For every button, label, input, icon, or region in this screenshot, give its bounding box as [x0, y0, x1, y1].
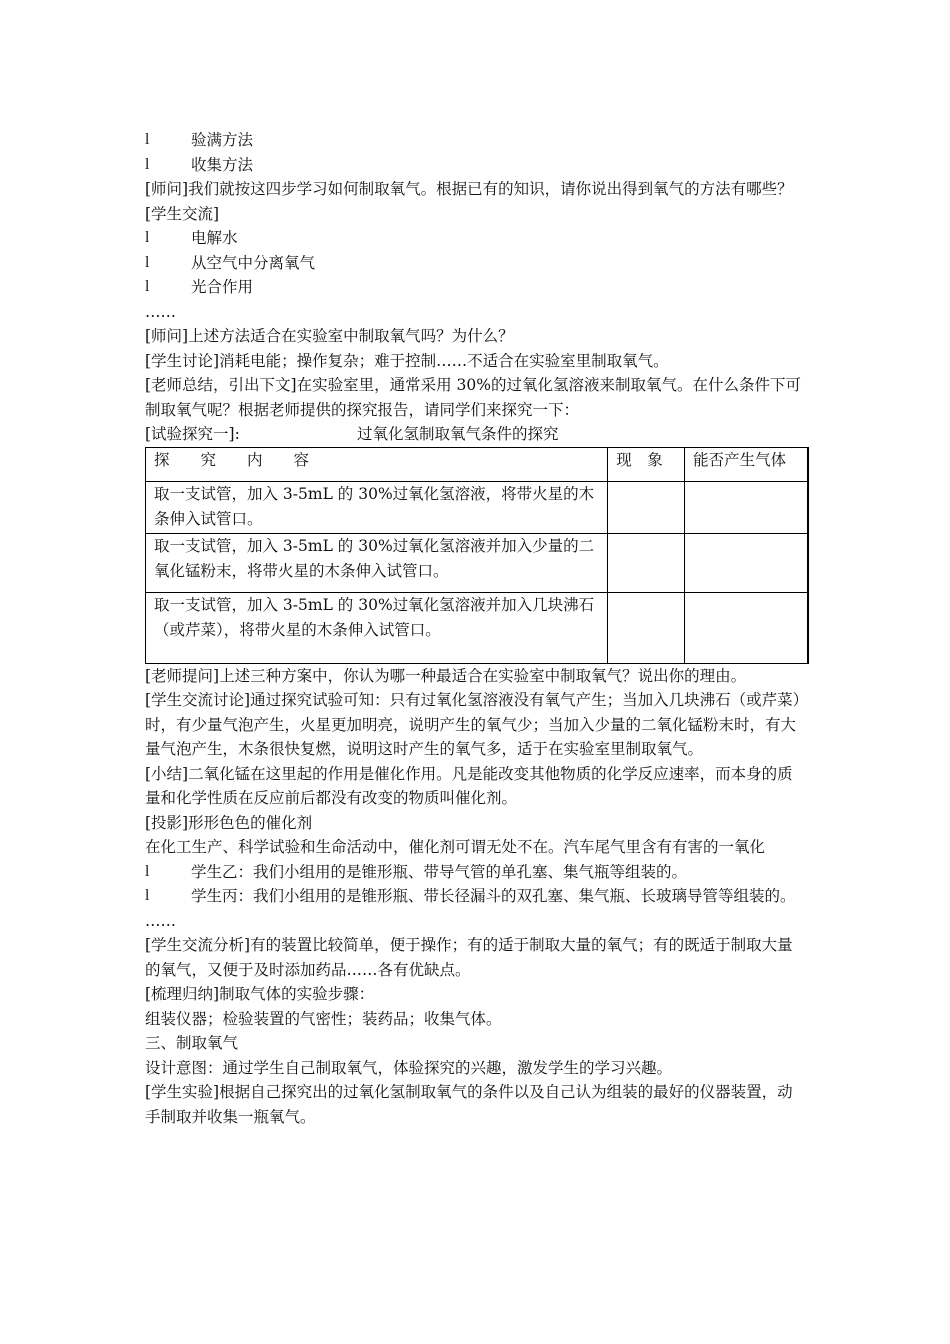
- bullet-item: [145, 884, 807, 909]
- paragraph: [小结]二氧化锰在这里起的作用是催化作用。凡是能改变其他物质的化学反应速率，而本身的质量和化学性质在反应前后都没有改变的物质叫催化剂。: [145, 764, 793, 807]
- bullet-text: 电解水: [191, 229, 238, 247]
- bullet-text: 学生乙：我们小组用的是锥形瓶、带导气管的单孔塞、集气瓶等组装的。: [191, 862, 688, 881]
- table-row: [146, 481, 809, 533]
- experiment-title: 过氧化氢制取氧气条件的探究: [357, 425, 559, 443]
- header-gas: 能否产生气体: [685, 447, 808, 481]
- text-block-bottom: [145, 664, 807, 1130]
- row-phenomenon: [608, 592, 685, 663]
- bullet-marker: l: [145, 862, 150, 880]
- header-content: 探 究 内 容: [146, 447, 608, 481]
- table-row: [146, 592, 809, 663]
- paragraph: [学生实验]根据自己探究出的过氧化氢制取氧气的条件以及自己认为组装的最好的仪器装置，动手制取并收集一瓶氧气。: [145, 1083, 793, 1126]
- row-gas: [685, 533, 808, 592]
- paragraph: [梳理归纳]制取气体的实验步骤：: [145, 985, 375, 1003]
- paragraph: [老师提问]上述三种方案中，你认为哪一种最适合在实验室中制取氧气？说出你的理由。: [145, 666, 747, 685]
- bullet-item: [145, 251, 807, 276]
- paragraph: [师问]我们就按这四步学习如何制取氧气。根据已有的知识，请你说出得到氧气的方法有哪些？: [145, 180, 793, 198]
- row-gas: [685, 592, 808, 663]
- bullet-marker: l: [145, 131, 150, 148]
- bullet-item: [145, 153, 807, 178]
- bullet-text: 从空气中分离氧气: [191, 253, 316, 272]
- bullet-item: [145, 275, 807, 300]
- paragraph: ……: [145, 302, 176, 321]
- bullet-text: 收集方法: [191, 155, 254, 174]
- paragraph: 组装仪器；检验装置的气密性；装药品；收集气体。: [145, 1009, 502, 1028]
- bullet-text: 学生丙：我们小组用的是锥形瓶、带长径漏斗的双孔塞、集气瓶、长玻璃导管等组装的。: [191, 887, 796, 905]
- bullet-text: 光合作用: [191, 278, 254, 296]
- bullet-item: [145, 226, 807, 251]
- bullet-marker: l: [145, 887, 150, 904]
- paragraph: [学生交流讨论]通过探究试验可知：只有过氧化氢溶液没有氧气产生；当加入几块沸石（或芹菜）时，有少量气泡产生，火星更加明亮，说明产生的氧气少；当加入少量的二氧化锰粉末时，有大量气泡产生，木条很快复燃，说明这时产生的氧气多，适于在实验室里制取氧气。: [145, 691, 801, 758]
- paragraph: [投影]形形色色的催化剂: [145, 813, 313, 832]
- paragraph: [学生交流]: [145, 204, 220, 223]
- row-content: 取一支试管，加入 3-5mL 的 30%过氧化氢溶液，将带火星的木条伸入试管口。: [146, 481, 608, 533]
- paragraph: [师问]上述方法适合在实验室中制取氧气吗？为什么？: [145, 327, 514, 345]
- document-body: [145, 128, 807, 1129]
- bullet-marker: l: [145, 229, 150, 246]
- row-content: 取一支试管，加入 3-5mL 的 30%过氧化氢溶液并加入少量的二氧化锰粉末，将带火星的木条伸入试管口。: [146, 533, 608, 592]
- row-phenomenon: [608, 481, 685, 533]
- paragraph: 三、制取氧气: [145, 1034, 239, 1052]
- experiment-heading: [145, 422, 807, 447]
- header-phenomenon: 现 象: [608, 447, 685, 481]
- paragraph: ……: [145, 911, 176, 930]
- experiment-table: [145, 447, 809, 664]
- text-block-top: [145, 128, 807, 422]
- paragraph: 在化工生产、科学试验和生命活动中，催化剂可谓无处不在。汽车尾气里含有有害的一氧化: [145, 838, 766, 856]
- experiment-label: [试验探究一]:: [145, 425, 240, 443]
- paragraph: [学生交流分析]有的装置比较简单，便于操作；有的适于制取大量的氧气；有的既适于制取大量的氧气，又便于及时添加药品……各有优缺点。: [145, 936, 793, 979]
- row-gas: [685, 481, 808, 533]
- paragraph: 设计意图：通过学生自己制取氧气，体验探究的兴趣，激发学生的学习兴趣。: [145, 1058, 673, 1077]
- row-phenomenon: [608, 533, 685, 592]
- bullet-text: 验满方法: [191, 131, 254, 149]
- row-content: 取一支试管，加入 3-5mL 的 30%过氧化氢溶液并加入几块沸石（或芹菜），将带火星的木条伸入试管口。: [146, 592, 608, 663]
- bullet-item: [145, 860, 807, 885]
- paragraph: [学生讨论]消耗电能；操作复杂；难于控制……不适合在实验室里制取氧气。: [145, 351, 669, 370]
- bullet-marker: l: [145, 278, 150, 295]
- bullet-marker: l: [145, 253, 150, 271]
- table-row: [146, 533, 809, 592]
- paragraph: [老师总结，引出下文]在实验室里，通常采用 30%的过氧化氢溶液来制取氧气。在什么条件下可制取氧气呢？根据老师提供的探究报告，请同学们来探究一下：: [145, 376, 801, 419]
- bullet-item: [145, 128, 807, 153]
- table-header-row: [146, 447, 809, 481]
- bullet-marker: l: [145, 155, 150, 173]
